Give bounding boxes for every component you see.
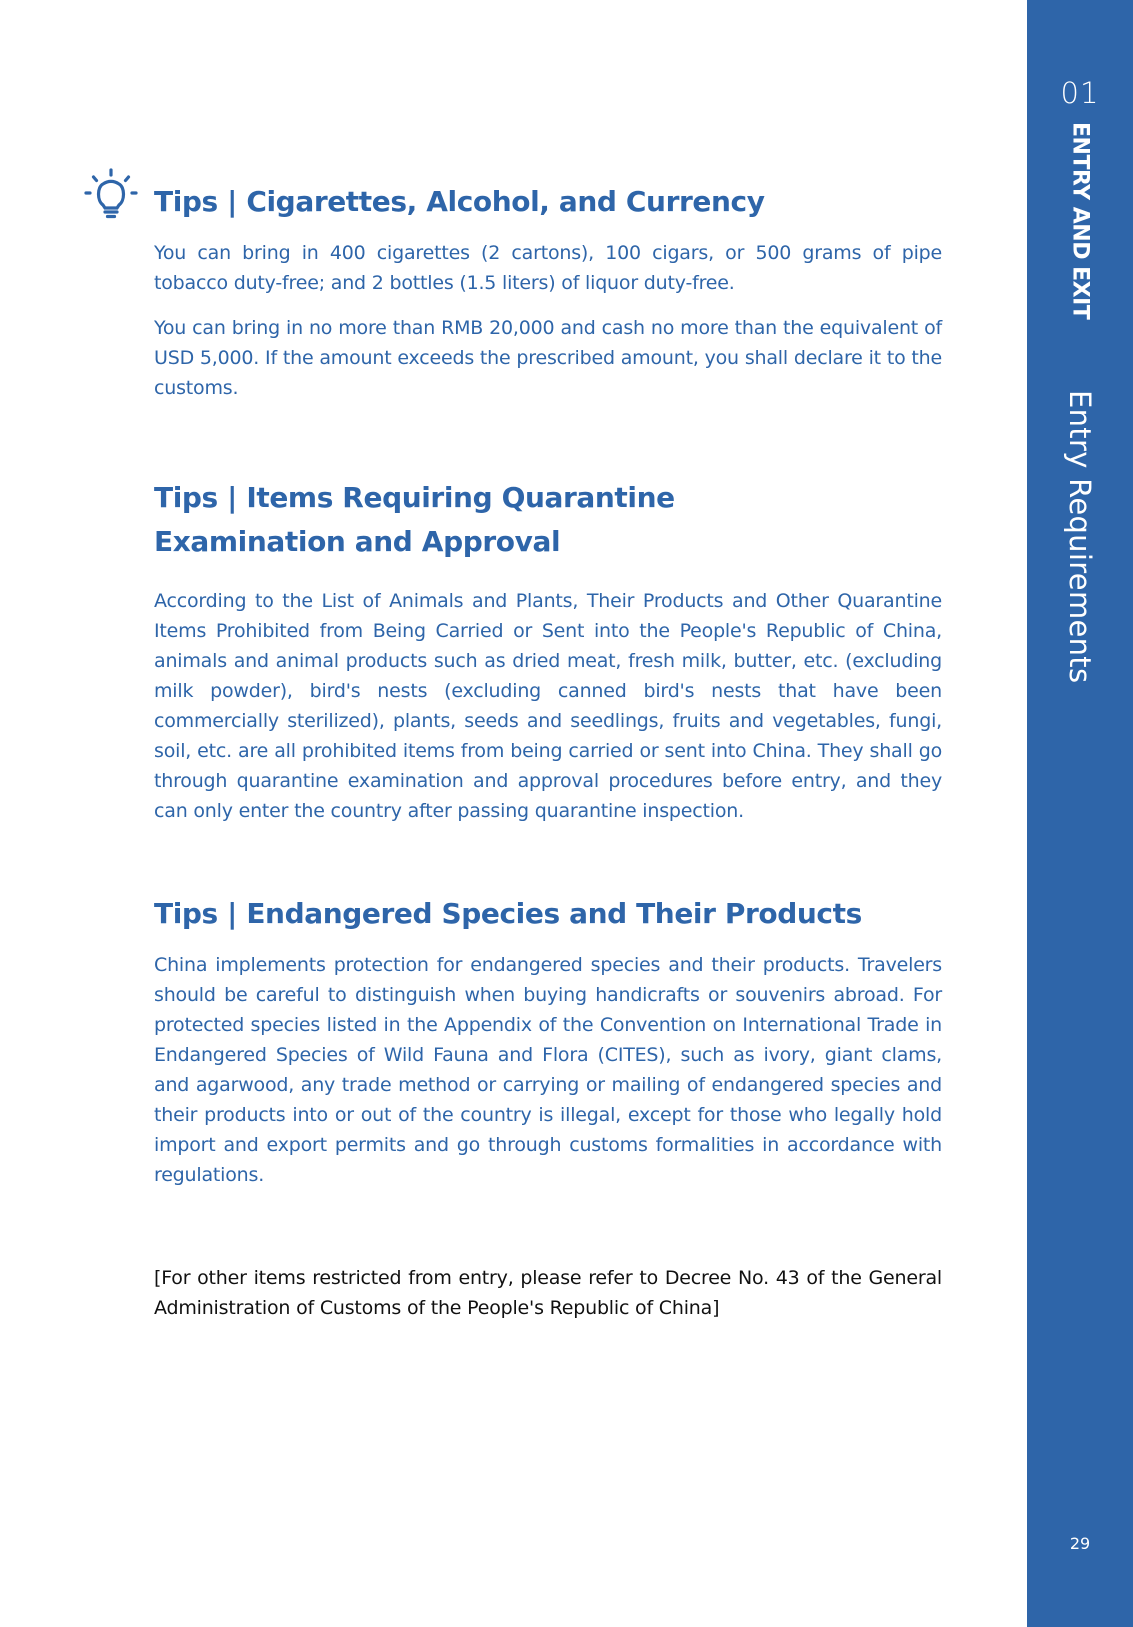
section-endangered-species [154,892,942,1190]
section-heading: Tips | Endangered Species and Their Products [154,897,862,930]
chapter-number: 01 [1060,76,1100,110]
section-paragraph: China implements protection for endangered species and their products. Travelers should be careful to distinguish when buying handicrafts or souvenirs abroad. For protected species listed in the Appendix of the Convention on International Trade in Endangered Species of Wild Fauna and Flora (CITES), such as ivory, giant clams, and agarwood, any trade method or carrying or mailing of endangered species and their products into or out of the country is illegal, except for those who legally hold import and export permits and go through customs formalities in accordance with regulations. [154,954,942,1186]
reference-note [154,1263,942,1323]
lightbulb-icon [83,167,139,223]
section-title: Entry Requirements [1063,390,1097,684]
reference-note-text: [For other items restricted from entry, please refer to Decree No. 43 of the General Administration of Customs of the People's Republic of China] [154,1267,942,1319]
section-quarantine-items [154,476,942,826]
section-paragraph: According to the List of Animals and Plants, Their Products and Other Quarantine Items Prohibited from Being Carried or Sent into the People's Republic of China, animals and animal products such as dried meat, fresh milk, butter, etc. (excluding milk powder), bird's nests (excluding canned bird's nests that have been commercially sterilized), plants, seeds and seedlings, fruits and vegetables, fungi, soil, etc. are all prohibited items from being carried or sent into China. They shall go through quarantine examination and approval procedures before entry, and they can only enter the country after passing quarantine inspection. [154,590,942,822]
section-heading: Tips | Cigarettes, Alcohol, and Currency [154,185,765,218]
section-paragraph: You can bring in 400 cigarettes (2 cartons), 100 cigars, or 500 grams of pipe tobacco duty-free; and 2 bottles (1.5 liters) of liquor duty-free. [154,242,942,294]
chapter-title: ENTRY AND EXIT [1067,122,1093,320]
section-heading: Tips | Items Requiring Quarantine Examination and Approval [154,481,675,558]
section-cigarettes-alcohol-currency [154,180,942,403]
page-number: 29 [1069,1534,1091,1553]
chapter-sidebar [1027,0,1133,1627]
section-paragraph: You can bring in no more than RMB 20,000 and cash no more than the equivalent of USD 5,000. If the amount exceeds the prescribed amount, you shall declare it to the customs. [154,317,942,399]
